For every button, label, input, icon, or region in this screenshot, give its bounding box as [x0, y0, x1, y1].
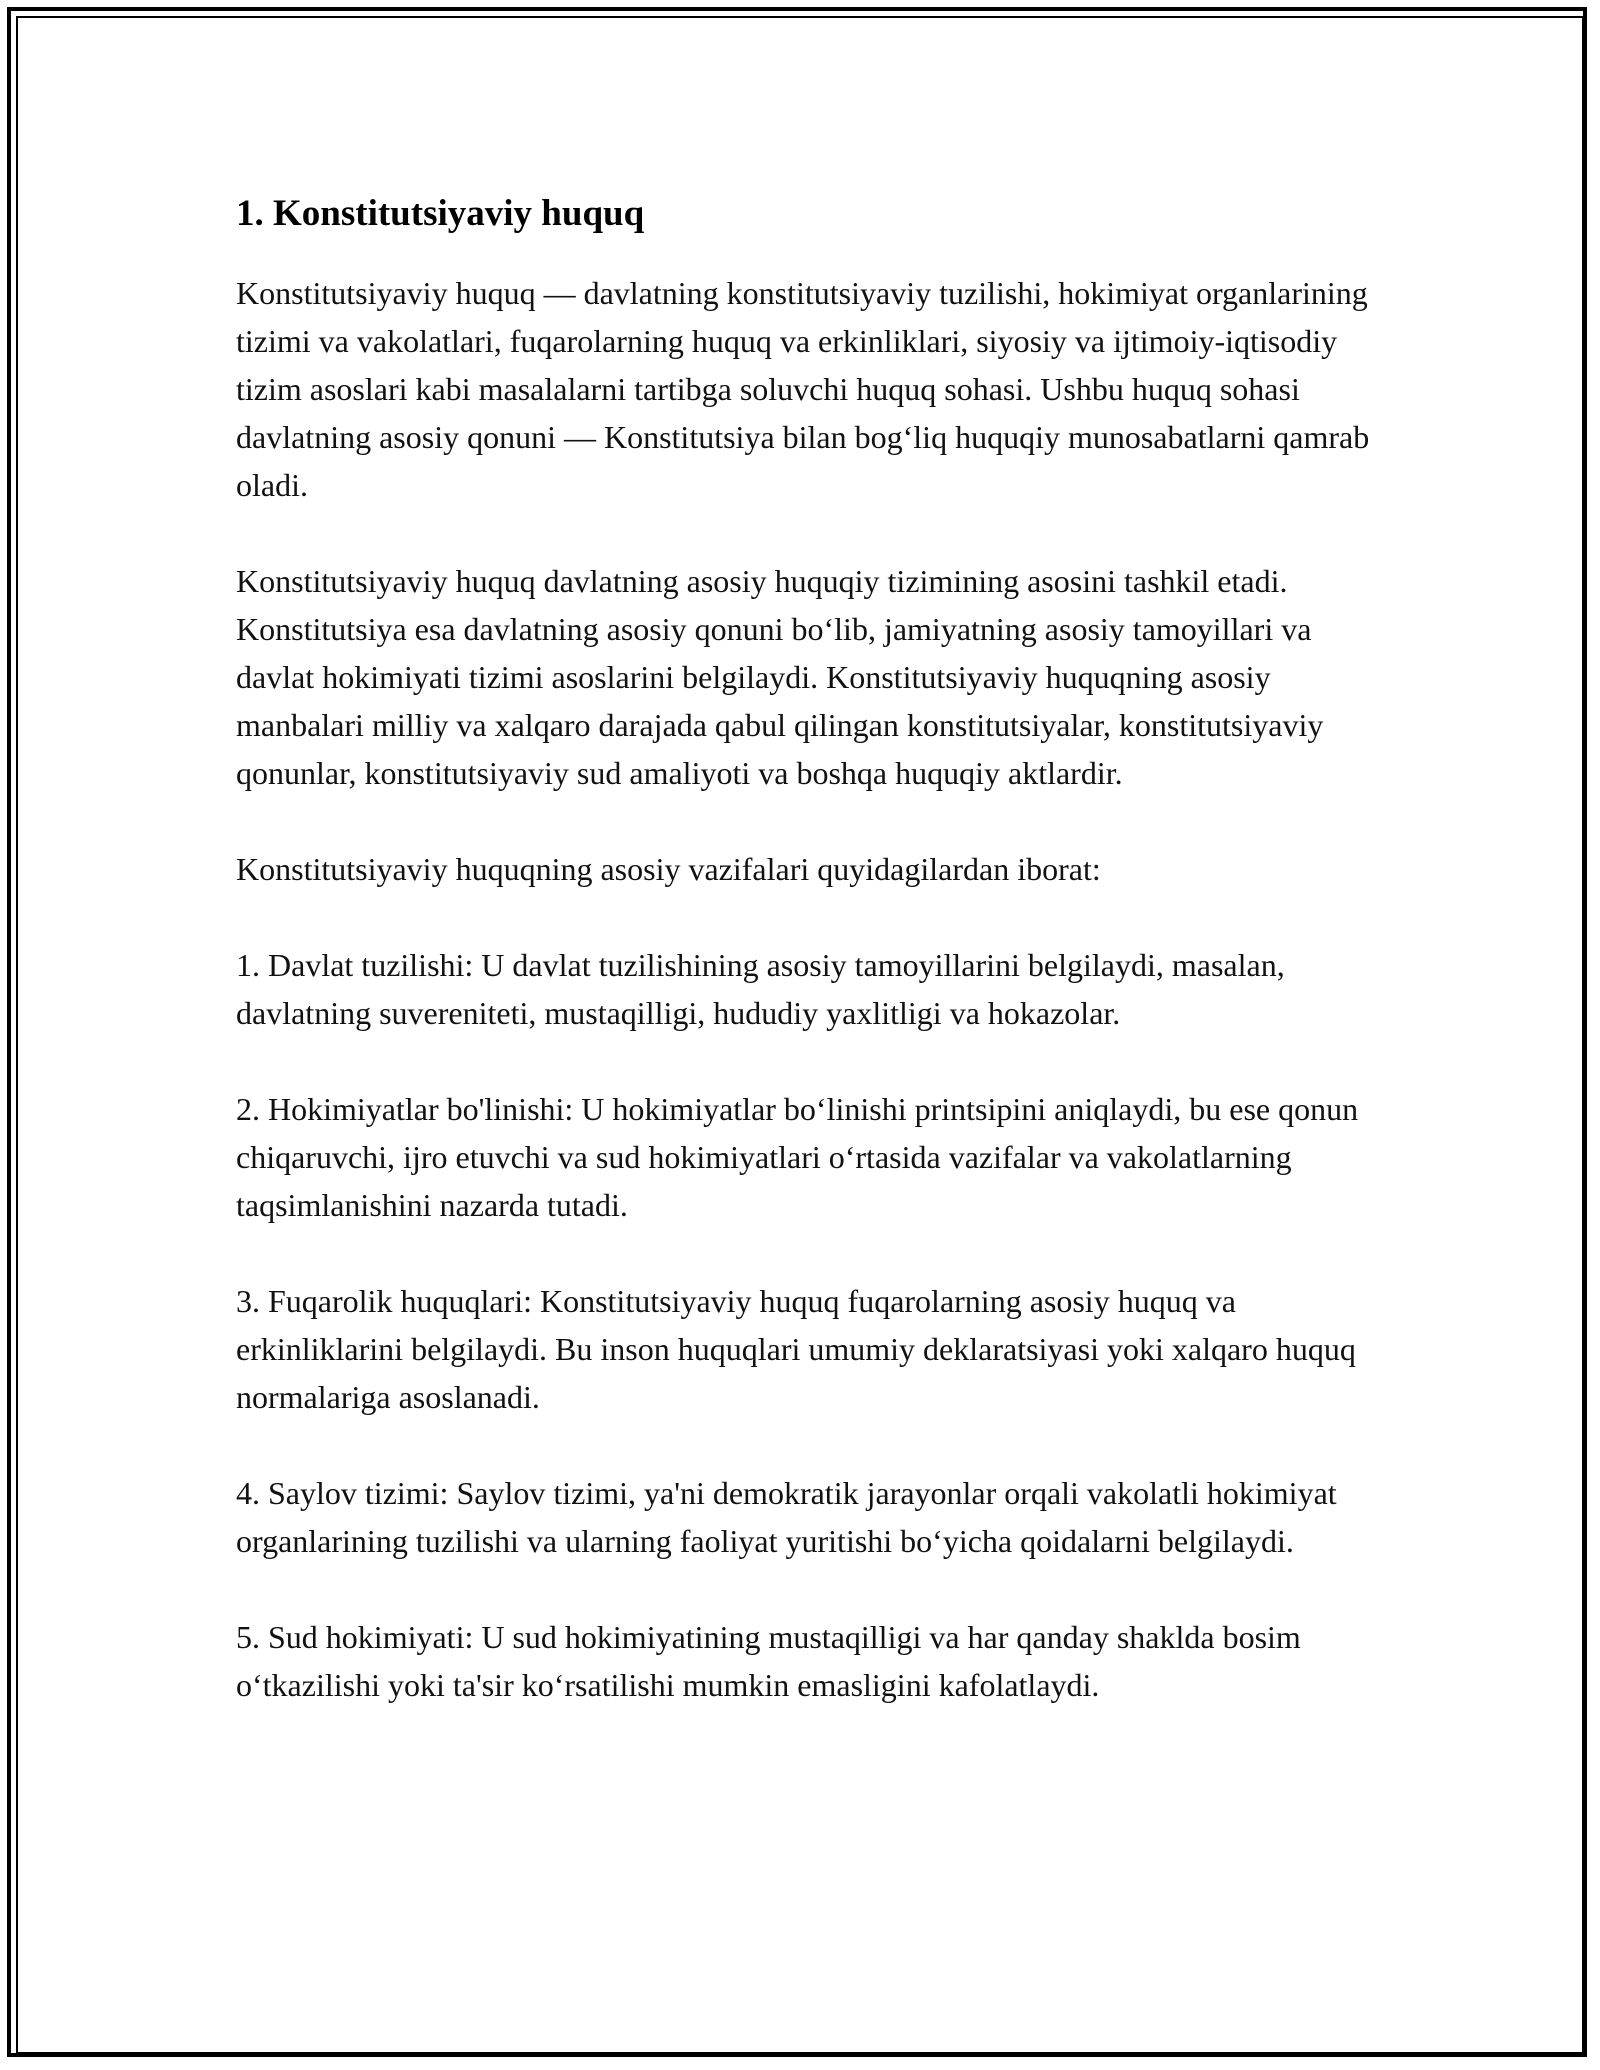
list-item-judicial-power: 5. Sud hokimiyati: U sud hokimiyatining mustaqilligi va har qanday shaklda bosim o‘tkazilishi yoki ta'sir ko‘rsatilishi mumkin emasligini kafolatlaydi.	[236, 1619, 1301, 1703]
list-item-electoral-system: 4. Saylov tizimi: Saylov tizimi, ya'ni demokratik jarayonlar orqali vakolatli hokimiyat organlarining tuzilishi va ularning faoliyat yuritishi bo‘yicha qoidalarni belgilaydi.	[236, 1475, 1337, 1559]
list-item-civil-rights: 3. Fuqarolik huquqlari: Konstitutsiyaviy huquq fuqarolarning asosiy huquq va erkinliklarini belgilaydi. Bu inson huquqlari umumiy deklaratsiyasi yoki xalqaro huquq normalariga asoslanadi.	[236, 1283, 1356, 1415]
paragraph-tasks-intro: Konstitutsiyaviy huquqning asosiy vazifalari quyidagilardan iborat:	[236, 851, 1101, 887]
list-item-separation-of-powers: 2. Hokimiyatlar bo'linishi: U hokimiyatlar bo‘linishi printsipini aniqlaydi, bu ese qonun chiqaruvchi, ijro etuvchi va sud hokimiyatlari o‘rtasida vazifalar va vakolatlarning taqsimlanishini nazarda tutadi.	[236, 1091, 1359, 1223]
section-heading: 1. Konstitutsiyaviy huquq	[236, 193, 645, 234]
paragraph-sources: Konstitutsiyaviy huquq davlatning asosiy huquqiy tizimining asosini tashkil etadi. Konstitutsiya esa davlatning asosiy qonuni bo‘lib, jamiyatning asosiy tamoyillari va davlat hokimiyati tizimi asoslarini belgilaydi. Konstitutsiyaviy huquqning asosiy manbalari milliy va xalqaro darajada qabul qilingan konstitutsiyalar, konstitutsiyaviy qonunlar, konstitutsiyaviy sud amaliyoti va boshqa huquqiy aktlardir.	[236, 563, 1324, 791]
list-item-state-structure: 1. Davlat tuzilishi: U davlat tuzilishining asosiy tamoyillarini belgilaydi, masalan, davlatning suvereniteti, mustaqilligi, hududiy yaxlitligi va hokazolar.	[236, 947, 1285, 1031]
document-body	[236, 186, 1370, 1757]
paragraph-definition: Konstitutsiyaviy huquq — davlatning konstitutsiyaviy tuzilishi, hokimiyat organlarining tizimi va vakolatlari, fuqarolarning huquq va erkinliklari, siyosiy va ijtimoiy-iqtisodiy tizim asoslari kabi masalalarni tartibga soluvchi huquq sohasi. Ushbu huquq sohasi davlatning asosiy qonuni — Konstitutsiya bilan bog‘liq huquqiy munosabatlarni qamrab oladi.	[236, 275, 1370, 503]
